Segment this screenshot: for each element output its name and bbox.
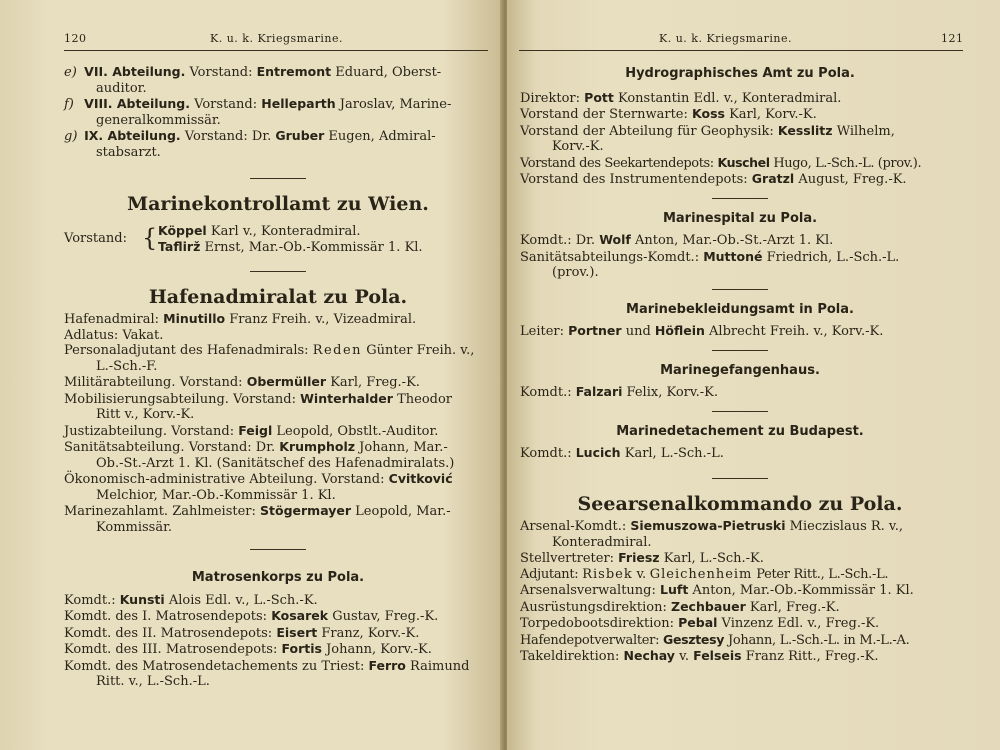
divider <box>250 178 306 179</box>
divider <box>250 271 306 272</box>
page-number: 121 <box>941 32 964 45</box>
section-heading: Marinebekleidungsamt in Pola. <box>626 301 854 317</box>
divider <box>250 549 306 550</box>
running-head: K. u. k. Kriegsmarine. <box>210 32 343 45</box>
right-page <box>507 0 1000 750</box>
list-item: f) VIII. Abteilung. Vorstand: Helleparth Jaroslav, Marine- generalkommissär. <box>64 96 452 128</box>
page-number: 120 <box>64 32 87 45</box>
left-content <box>64 64 492 690</box>
section-heading: Seearsenalkommando zu Pola. <box>577 492 903 515</box>
arsenal-block: Arsenal-Komdt.: Siemuszowa-Pietruski Mieczislaus R. v., Konteradmiral. Stellvertreter: Friesz Karl, L.-Sch.-K. Adjutant: Risbek v. Gleichenheim Peter Ritt., L.-Sch.-L. Arsenalsverwaltung: Luft Anton, Mar.-Ob.-Kommissär 1. Kl. Ausrüstungsdirektion: Zechbauer Karl, Freg.-K. Torpedobootsdirektion: Pebal Vinzenz Edl. v., Freg.-K. Hafendepotverwalter: Gesztesy Johann, L.-Sch.-L. in M.-L.-A. Takeldirektion: Nechay v. Felseis Franz Ritt., Freg.-K. <box>520 518 914 664</box>
list-item: e) VII. Abteilung. Vorstand: Entremont Eduard, Oberst- auditor. <box>64 64 442 96</box>
section-heading: Marinespital zu Pola. <box>662 210 818 226</box>
divider <box>712 478 768 479</box>
matrosen-block: Komdt.: Kunsti Alois Edl. v., L.-Sch.-K. Komdt. des I. Matrosendepots: Kosarek Gustav, Freg.-K. Komdt. des II. Matrosendepots: Eisert Franz, Korv.-K. Komdt. des III. Matrosendepots: Fortis Johann, Korv.-K. Komdt. des Matrosendetachements zu Triest: Ferro Raimund Ritt. v., L.-Sch.-L. <box>64 591 470 689</box>
running-head: K. u. k. Kriegsmarine. <box>659 32 792 45</box>
section-heading: Hafenadmiralat zu Pola. <box>148 285 408 308</box>
section-heading: Marinekontrollamt zu Wien. <box>127 193 429 215</box>
hafen-block: Hafenadmiral: Minutillo Franz Freih. v., Vizeadmiral. Adlatus: Vakat. Personaladjutant des Hafenadmirals: Reden Günter Freih. v., L.-Sch.-F. Militärabteilung. Vorstand: Obermüller Karl, Freg.-K. Mobilisierungsabteilung. Vorstand: Winterhalder Theodor Ritt v., Korv.-K. Justizabteilung. Vorstand: Feigl Leopold, Obstlt.-Auditor. Sanitätsabteilung. Vorstand: Dr. Krumpholz Johann, Mar.- Ob.-St.-Arzt 1. Kl. (Sanitätschef des Hafenadmiralats.) Ökonomisch-administrative Abteilung. Vorstand: Cvitković Melchior, Mar.-Ob.-Kommissär 1. Kl. Marinezahlamt. Zahlmeister: Stögermayer Leopold, Mar.- Kommissär. <box>64 311 475 535</box>
bekleidung-block: Leiter: Portner und Höflein Albrecht Freih. v., Korv.-K. <box>520 323 884 339</box>
divider <box>712 411 768 412</box>
section-heading: Hydrographisches Amt zu Pola. <box>625 66 855 81</box>
list-item: g) IX. Abteilung. Vorstand: Dr. Gruber Eugen, Admiral- stabsarzt. <box>64 128 436 160</box>
divider <box>712 198 768 199</box>
hydro-block: Direktor: Pott Konstantin Edl. v., Konteradmiral. Vorstand der Sternwarte: Koss Karl, Korv.-K. Vorstand der Abteilung für Geophysik: Kesslitz Wilhelm, Korv.-K. Vorstand des Seekartendepots: Kuschel Hugo, L.-Sch.-L. (prov.). Vorstand des Instrumentendepots: Gratzl August, Freg.-K. <box>520 89 922 187</box>
header-rule <box>64 50 488 51</box>
divider <box>712 289 768 290</box>
spital-block: Komdt.: Dr. Wolf Anton, Mar.-Ob.-St.-Arzt 1. Kl. Sanitätsabteilungs-Komdt.: Muttoné Friedrich, L.-Sch.-L. (prov.). <box>520 232 900 280</box>
kontroll-block: Vorstand: { Köppel Karl v., Konteradmiral. Taflirž Ernst, Mar.-Ob.-Kommissär 1. Kl. <box>64 222 423 255</box>
detach-block: Komdt.: Lucich Karl, L.-Sch.-L. <box>520 445 724 461</box>
divider <box>712 350 768 351</box>
brace: { <box>142 223 158 252</box>
header-rule <box>519 50 963 51</box>
right-content <box>520 66 960 665</box>
section-heading: Marinedetachement zu Budapest. <box>616 423 864 439</box>
section-heading: Marinegefangenhaus. <box>660 362 820 378</box>
gefangen-block: Komdt.: Falzari Felix, Korv.-K. <box>520 384 719 400</box>
section-heading: Matrosenkorps zu Pola. <box>191 570 365 585</box>
